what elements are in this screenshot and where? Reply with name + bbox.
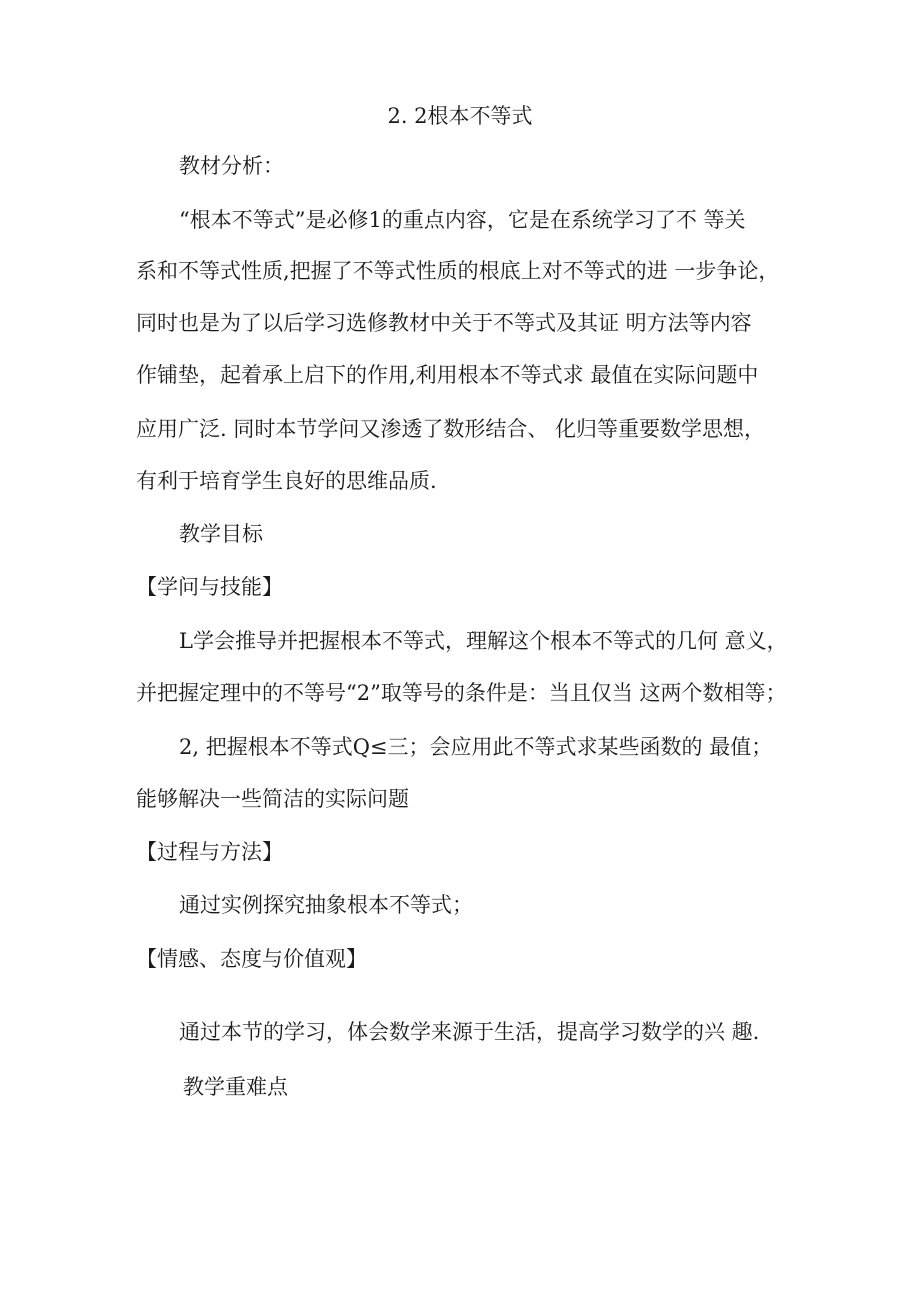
paragraph-line: 有利于培育学生良好的思维品质. xyxy=(136,469,437,493)
paragraph-line: 同时也是为了以后学习选修教材中关于不等式及其证 明方法等内容 xyxy=(136,311,752,335)
process-text: 通过实例探究抽象根本不等式； xyxy=(179,893,473,917)
paragraph-line: 系和不等式性质,把握了不等式性质的根底上对不等式的进 一步争论， xyxy=(136,259,780,283)
paragraph-line: “根本不等式”是必修1的重点内容，它是在系统学习了不 等关 xyxy=(179,208,746,232)
emotion-text: 通过本节的学习，体会数学来源于生活，提高学习数学的兴 趣. xyxy=(179,1020,760,1044)
section-knowledge-skills: 【学问与技能】 xyxy=(136,575,283,599)
goal-item-2-line: 能够解决一些简洁的实际问题 xyxy=(136,787,409,811)
goal-item-1-line: L学会推导并把握根本不等式，理解这个根本不等式的几何 意义， xyxy=(179,629,788,653)
goal-item-1-line: 并把握定理中的不等号“2”取等号的条件是：当且仅当 这两个数相等； xyxy=(136,681,787,705)
paragraph-line: 作铺垫，起着承上启下的作用,利用根本不等式求 最值在实际问题中 xyxy=(136,363,759,387)
paragraph-line: 应用广泛. 同时本节学问又渗透了数形结合、 化归等重要数学思想， xyxy=(136,417,766,441)
heading-material-analysis: 教材分析： xyxy=(179,154,284,178)
section-process-methods: 【过程与方法】 xyxy=(136,840,283,864)
heading-teaching-goals: 教学目标 xyxy=(179,522,263,546)
heading-key-difficulties: 教学重难点 xyxy=(183,1075,288,1099)
section-emotion-values: 【情感、态度与价值观】 xyxy=(136,947,367,971)
goal-item-2-line: 2, 把握根本不等式Q≤三；会应用此不等式求某些函数的 最值； xyxy=(179,735,773,759)
document-title: 2. 2根本不等式 xyxy=(387,104,533,128)
